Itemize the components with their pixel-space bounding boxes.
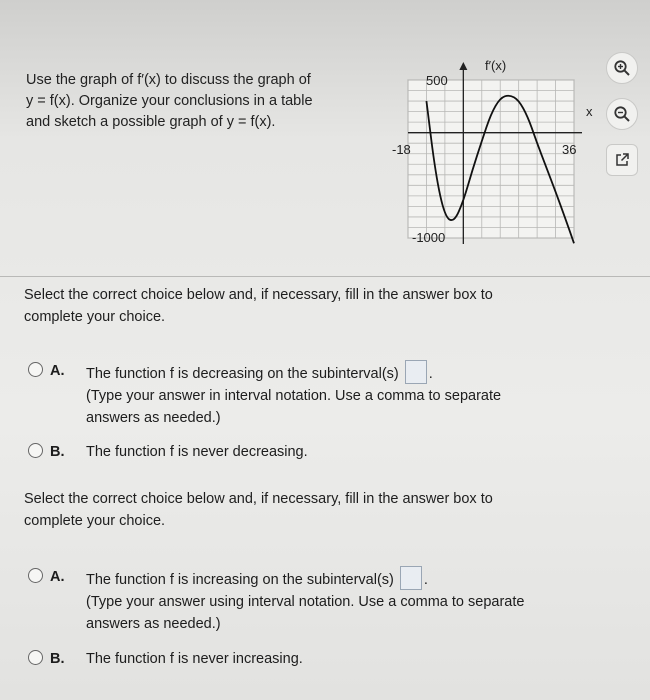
radio-b-decreasing[interactable] <box>28 443 43 458</box>
choice-letter: A. <box>50 569 65 585</box>
question-increasing <box>24 488 614 532</box>
question-line-1: Select the correct choice below and, if necessary, fill in the answer box to <box>24 491 493 507</box>
choice-a-decreasing[interactable] <box>28 360 618 430</box>
prompt-line-1: Use the graph of f′(x) to discuss the graph of <box>26 72 311 88</box>
choice-a-text: The function f is decreasing on the subinterval(s) <box>86 366 399 382</box>
zoom-out-button[interactable] <box>606 98 638 130</box>
choice-letter: B. <box>50 444 65 460</box>
answer-box-increasing[interactable] <box>400 566 422 590</box>
x-axis-label: x <box>586 104 593 119</box>
graph-svg <box>388 58 598 258</box>
external-link-icon <box>614 152 630 168</box>
choice-a-text: The function f is increasing on the subinterval(s) <box>86 572 394 588</box>
hint-line-2: answers as needed.) <box>86 616 221 632</box>
hint-line-2: answers as needed.) <box>86 410 221 426</box>
choice-b-increasing[interactable] <box>28 648 618 672</box>
zoom-in-icon <box>613 59 631 77</box>
derivative-graph <box>388 58 598 258</box>
x-right-label: 36 <box>562 142 577 157</box>
radio-a-decreasing[interactable] <box>28 362 43 377</box>
zoom-in-button[interactable] <box>606 52 638 84</box>
prompt-line-3: and sketch a possible graph of y = f(x). <box>26 114 276 130</box>
period: . <box>428 366 433 382</box>
question-line-2: complete your choice. <box>24 513 166 529</box>
choice-a-increasing[interactable] <box>28 566 618 636</box>
choice-b-decreasing[interactable] <box>28 441 618 465</box>
open-graph-button[interactable] <box>606 144 638 176</box>
choice-letter: B. <box>50 651 65 667</box>
hint-line-1: (Type your answer in interval notation. Use a comma to separate <box>86 388 502 404</box>
choice-b-text: The function f is never increasing. <box>86 651 303 667</box>
y-bottom-label: -1000 <box>412 230 446 245</box>
hint-line-1: (Type your answer using interval notation. Use a comma to separate <box>86 594 525 610</box>
function-label: f′(x) <box>485 58 507 73</box>
plot-background <box>408 80 577 238</box>
problem-prompt <box>26 70 376 133</box>
graph-tools <box>606 52 642 190</box>
y-axis-arrow <box>459 62 467 70</box>
x-left-label: -18 <box>392 142 411 157</box>
radio-b-increasing[interactable] <box>28 650 43 665</box>
question-decreasing <box>24 284 614 328</box>
answer-box-decreasing[interactable] <box>405 360 427 384</box>
choice-text <box>86 566 626 635</box>
choice-b-text: The function f is never decreasing. <box>86 444 308 460</box>
choice-letter: A. <box>50 363 65 379</box>
zoom-out-icon <box>613 105 631 123</box>
choice-text <box>86 360 626 429</box>
prompt-line-2: y = f(x). Organize your conclusions in a table <box>26 93 313 109</box>
period: . <box>423 572 428 588</box>
question-line-1: Select the correct choice below and, if necessary, fill in the answer box to <box>24 287 493 303</box>
radio-a-increasing[interactable] <box>28 568 43 583</box>
problem-panel <box>0 0 650 278</box>
section-divider <box>0 276 650 277</box>
y-top-label: 500 <box>426 73 448 88</box>
question-line-2: complete your choice. <box>24 309 166 325</box>
